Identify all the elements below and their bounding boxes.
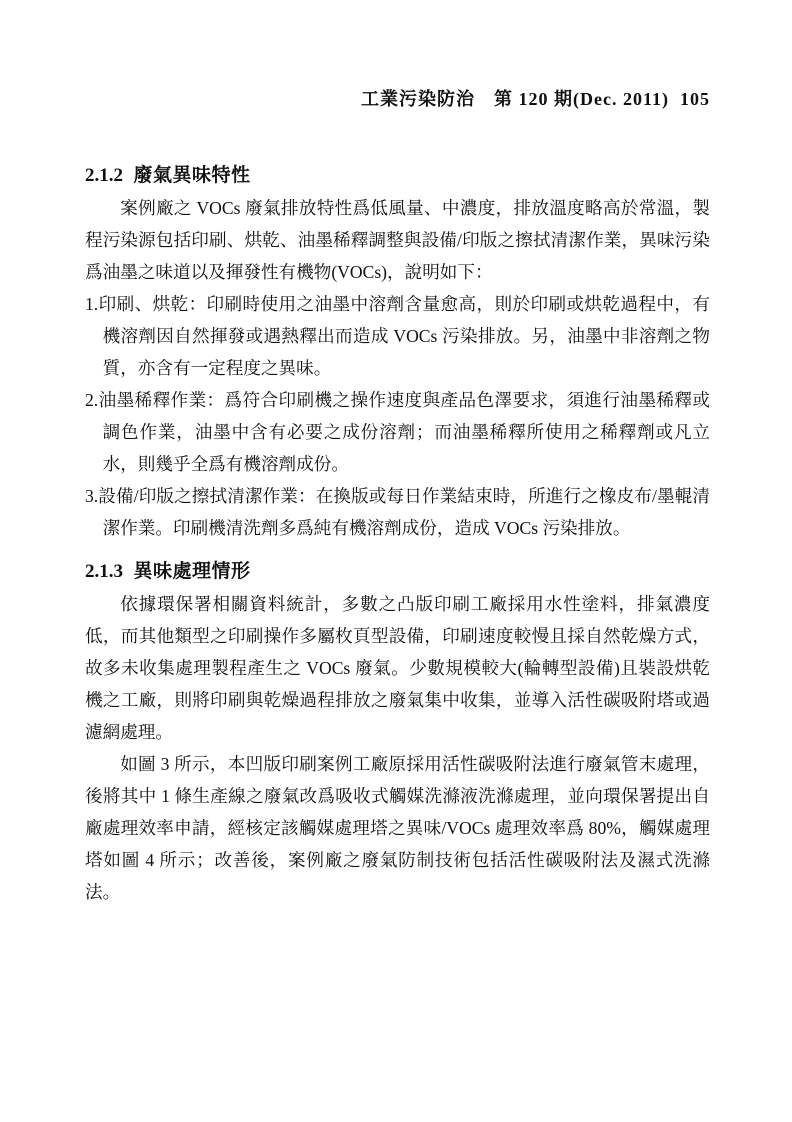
page-content — [85, 88, 710, 908]
paragraph-intro: 案例廠之 VOCs 廢氣排放特性爲低風量、中濃度，排放溫度略高於常溫，製程污染源包括印刷、烘乾、油墨稀釋調整與設備/印版之擦拭清潔作業，異味污染爲油墨之味道以及揮發性有機物(VOCs)，說明如下： — [85, 198, 710, 282]
section-heading-2-1-2 — [85, 160, 710, 192]
paragraph-case-factory: 如圖 3 所示，本凹版印刷案例工廠原採用活性碳吸附法進行廢氣管末處理，後將其中 1 條生產線之廢氣改爲吸收式觸媒洗滌液洗滌處理，並向環保署提出自廠處理效率申請，經核定該觸媒處理塔之異味/VOCs 處理效率爲 80%，觸媒處理塔如圖 4 所示；改善後，案例廠之廢氣防制技術包括活性碳吸附法及濕式洗滌法。 — [85, 754, 710, 902]
list-item-1: 1.印刷、烘乾：印刷時使用之油墨中溶劑含量愈高，則於印刷或烘乾過程中，有機溶劑因自然揮發或遇熱釋出而造成 VOCs 污染排放。另，油墨中非溶劑之物質，亦含有一定程度之異味。 — [85, 294, 710, 378]
section-heading-2-1-3 — [85, 556, 710, 588]
paragraph-treatment-overview: 依據環保署相關資料統計，多數之凸版印刷工廠採用水性塗料，排氣濃度低，而其他類型之印刷操作多屬枚頁型設備，印刷速度較慢且採自然乾燥方式，故多未收集處理製程產生之 VOCs 廢氣。少數規模較大(輪轉型設備)且裝設烘乾機之工廠，則將印刷與乾燥過程排放之廢氣集中收集，並導入活性碳吸附塔或過濾網處理。 — [85, 594, 710, 742]
section-title: 廢氣異味特性 — [133, 165, 251, 186]
running-header: 工業污染防治 第 120 期(Dec. 2011) 105 — [361, 89, 710, 109]
section-number: 2.1.2 — [85, 165, 123, 186]
list-item-3: 3.設備/印版之擦拭清潔作業：在換版或每日作業結束時，所進行之橡皮布/墨輥清潔作業。印刷機清洗劑多爲純有機溶劑成份，造成 VOCs 污染排放。 — [85, 486, 710, 538]
section-title: 異味處理情形 — [133, 561, 251, 582]
section-2-1-3 — [85, 556, 710, 908]
list-item-2: 2.油墨稀釋作業：爲符合印刷機之操作速度與產品色澤要求，須進行油墨稀釋或調色作業，油墨中含有必要之成份溶劑；而油墨稀釋所使用之稀釋劑或凡立水，則幾乎全爲有機溶劑成份。 — [85, 390, 710, 474]
section-2-1-2 — [85, 160, 710, 544]
section-number: 2.1.3 — [85, 561, 123, 582]
numbered-list — [85, 288, 710, 544]
